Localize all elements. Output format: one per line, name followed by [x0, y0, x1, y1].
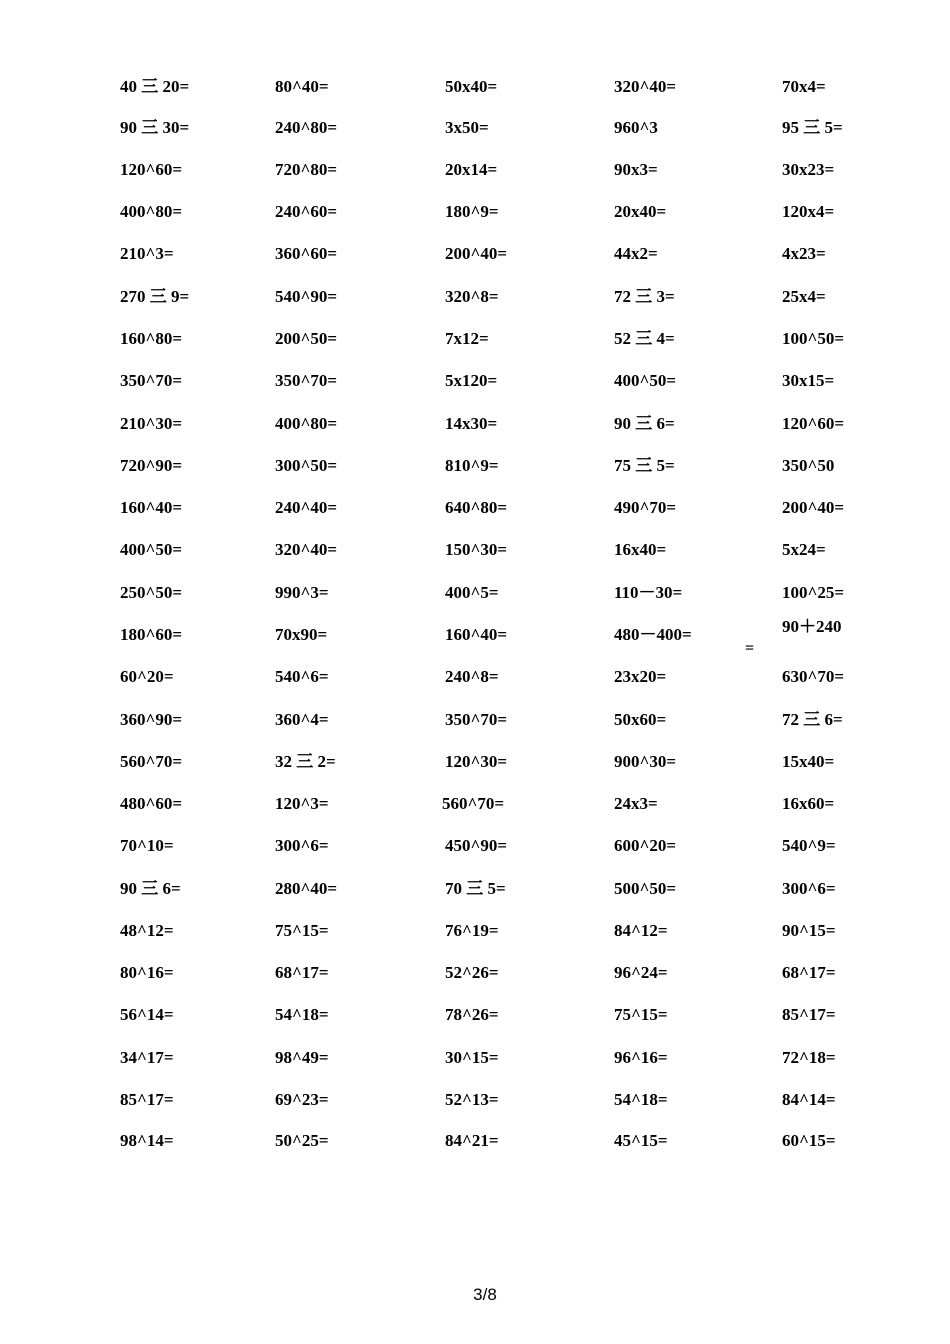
problem-cell: 300^6= — [275, 836, 329, 855]
problem-cell: 84^12= — [614, 921, 668, 940]
problem-cell: 60^15= — [782, 1131, 836, 1150]
problem-cell: 52^13= — [445, 1090, 499, 1109]
problem-cell: 90＋240 — [782, 617, 842, 636]
problem-row — [0, 662, 950, 692]
problem-row — [0, 874, 950, 904]
problem-cell: 72 三 3= — [614, 287, 675, 306]
problem-cell: 25x4= — [782, 287, 826, 306]
problem-cell: 160^40= — [120, 498, 183, 517]
problem-row — [0, 1043, 950, 1073]
problem-cell: 95 三 5= — [782, 118, 843, 137]
problem-cell: 240^60= — [275, 202, 338, 221]
problem-cell: 76^19= — [445, 921, 499, 940]
problem-cell: 350^70= — [120, 371, 183, 390]
problem-cell: 240^40= — [275, 498, 338, 517]
problem-cell: 540^6= — [275, 667, 329, 686]
problem-cell: 20x40= — [614, 202, 667, 221]
problem-row — [0, 282, 950, 312]
problem-cell: 320^40= — [614, 77, 677, 96]
problem-cell: 250^50= — [120, 583, 183, 602]
problem-cell: 210^3= — [120, 244, 174, 263]
problem-cell: 180^60= — [120, 625, 183, 644]
problem-row — [0, 451, 950, 481]
problem-cell: 120x4= — [782, 202, 835, 221]
problem-cell: 48^12= — [120, 921, 174, 940]
problem-cell: 270 三 9= — [120, 287, 190, 306]
problem-cell: 100^50= — [782, 329, 845, 348]
problem-cell: 400^80= — [275, 414, 338, 433]
problem-row — [0, 535, 950, 565]
problem-cell: 70x90= — [275, 625, 328, 644]
problem-row — [0, 366, 950, 396]
problem-cell: 52 三 4= — [614, 329, 675, 348]
problem-row — [0, 1126, 950, 1156]
problem-cell: 68^17= — [782, 963, 836, 982]
problem-cell: 85^17= — [782, 1005, 836, 1024]
problem-cell: 360^90= — [120, 710, 183, 729]
problem-cell: 15x40= — [782, 752, 835, 771]
problem-cell: 54^18= — [614, 1090, 668, 1109]
problem-cell: 300^50= — [275, 456, 338, 475]
problem-cell: 180^9= — [445, 202, 499, 221]
problem-cell: 400^5= — [445, 583, 499, 602]
problem-cell: 360^60= — [275, 244, 338, 263]
problem-cell: 50^25= — [275, 1131, 329, 1150]
problem-cell: 90 三 6= — [614, 414, 675, 433]
problem-cell: 540^90= — [275, 287, 338, 306]
problem-cell: 90 三 30= — [120, 118, 190, 137]
problem-cell: 160^40= — [445, 625, 508, 644]
problem-cell: 240^80= — [275, 118, 338, 137]
problem-cell: 960^3 — [614, 118, 658, 137]
problem-cell: 3x50= — [445, 118, 489, 137]
problem-cell: 110－30= — [614, 583, 683, 602]
problem-cell: 350^70= — [445, 710, 508, 729]
problem-cell: 120^60= — [782, 414, 845, 433]
problem-cell: 23x20= — [614, 667, 667, 686]
problem-cell: 7x12= — [445, 329, 489, 348]
problem-cell: 5x24= — [782, 540, 826, 559]
problem-cell: 96^16= — [614, 1048, 668, 1067]
problem-cell: 84^21= — [445, 1131, 499, 1150]
problem-cell: 400^50= — [120, 540, 183, 559]
problem-cell: 560^70= — [442, 794, 505, 813]
problem-cell: 560^70= — [120, 752, 183, 771]
problem-cell: 50x40= — [445, 77, 498, 96]
problem-cell: 20x14= — [445, 160, 498, 179]
problem-cell: 350^50 — [782, 456, 835, 475]
problem-row — [0, 1000, 950, 1030]
problem-cell: 30x23= — [782, 160, 835, 179]
problem-cell: 52^26= — [445, 963, 499, 982]
problem-cell: 90x3= — [614, 160, 658, 179]
problem-row — [0, 958, 950, 988]
problem-cell: 80^16= — [120, 963, 174, 982]
problem-cell: 69^23= — [275, 1090, 329, 1109]
problem-cell: 98^49= — [275, 1048, 329, 1067]
problem-row — [0, 705, 950, 735]
problem-row — [0, 113, 950, 143]
problem-cell: 360^4= — [275, 710, 329, 729]
problem-cell: 320^40= — [275, 540, 338, 559]
problem-cell: 54^18= — [275, 1005, 329, 1024]
problem-cell: 72 三 6= — [782, 710, 843, 729]
problem-cell: 400^50= — [614, 371, 677, 390]
problem-cell: 320^8= — [445, 287, 499, 306]
problem-cell: 14x30= — [445, 414, 498, 433]
problem-cell: 75^15= — [614, 1005, 668, 1024]
problem-cell: 480－400= — [614, 625, 692, 644]
problem-cell: 90^15= — [782, 921, 836, 940]
problem-cell: 210^30= — [120, 414, 183, 433]
problem-row — [0, 197, 950, 227]
problem-cell: 630^70= — [782, 667, 845, 686]
problem-row — [0, 72, 950, 102]
problem-row — [0, 409, 950, 439]
problem-cell: 810^9= — [445, 456, 499, 475]
problem-cell: 85^17= — [120, 1090, 174, 1109]
problem-cell: 30x15= — [782, 371, 835, 390]
problem-cell: 200^50= — [275, 329, 338, 348]
problem-cell: 56^14= — [120, 1005, 174, 1024]
problem-cell: 480^60= — [120, 794, 183, 813]
problem-cell: 80^40= — [275, 77, 329, 96]
problem-cell: 160^80= — [120, 329, 183, 348]
problem-cell: 120^30= — [445, 752, 508, 771]
problem-row — [0, 239, 950, 269]
problem-cell: 100^25= — [782, 583, 845, 602]
problem-cell: 350^70= — [275, 371, 338, 390]
problem-cell: 450^90= — [445, 836, 508, 855]
problem-cell: 16x60= — [782, 794, 835, 813]
problem-cell: 44x2= — [614, 244, 658, 263]
problem-row — [0, 617, 950, 650]
problem-cell: 45^15= — [614, 1131, 668, 1150]
problem-cell: 200^40= — [782, 498, 845, 517]
problem-cell: 120^3= — [275, 794, 329, 813]
problem-row — [0, 155, 950, 185]
problem-cell: 68^17= — [275, 963, 329, 982]
problem-cell: 90 三 6= — [120, 879, 181, 898]
problem-cell: 540^9= — [782, 836, 836, 855]
problem-cell: 70 三 5= — [445, 879, 506, 898]
problem-cell: 24x3= — [614, 794, 658, 813]
problem-cell: 75^15= — [275, 921, 329, 940]
problem-cell: 5x120= — [445, 371, 498, 390]
problem-cell: 720^90= — [120, 456, 183, 475]
problem-row — [0, 493, 950, 523]
problem-row — [0, 324, 950, 354]
problem-cell: 600^20= — [614, 836, 677, 855]
problem-cell: 500^50= — [614, 879, 677, 898]
problem-cell: 200^40= — [445, 244, 508, 263]
problem-cell: 84^14= — [782, 1090, 836, 1109]
problem-cell: 490^70= — [614, 498, 677, 517]
problem-cell: 34^17= — [120, 1048, 174, 1067]
problem-row — [0, 789, 950, 819]
problem-row — [0, 747, 950, 777]
problem-cell: 60^20= — [120, 667, 174, 686]
problem-cell: 16x40= — [614, 540, 667, 559]
problem-cell: 640^80= — [445, 498, 508, 517]
stray-equals-sign: = — [745, 640, 755, 657]
problem-cell: 70x4= — [782, 77, 826, 96]
problem-cell: 30^15= — [445, 1048, 499, 1067]
problem-cell: 98^14= — [120, 1131, 174, 1150]
problem-cell: 150^30= — [445, 540, 508, 559]
problem-cell: 4x23= — [782, 244, 826, 263]
problem-cell: 120^60= — [120, 160, 183, 179]
problem-cell: 72^18= — [782, 1048, 836, 1067]
problem-cell: 720^80= — [275, 160, 338, 179]
problem-cell: 280^40= — [275, 879, 338, 898]
page-number: 3/8 — [473, 1285, 497, 1304]
problem-cell: 900^30= — [614, 752, 677, 771]
problem-cell: 78^26= — [445, 1005, 499, 1024]
problem-cell: 32 三 2= — [275, 752, 336, 771]
problem-cell: 300^6= — [782, 879, 836, 898]
problem-cell: 240^8= — [445, 667, 499, 686]
problem-row — [0, 1085, 950, 1115]
problem-row — [0, 916, 950, 946]
problem-row — [0, 578, 950, 608]
problem-cell: 70^10= — [120, 836, 174, 855]
problem-cell: 50x60= — [614, 710, 667, 729]
problem-cell: 75 三 5= — [614, 456, 675, 475]
problem-cell: 990^3= — [275, 583, 329, 602]
problem-cell: 400^80= — [120, 202, 183, 221]
problem-cell: 96^24= — [614, 963, 668, 982]
problem-cell: 40 三 20= — [120, 77, 190, 96]
problem-row — [0, 831, 950, 861]
